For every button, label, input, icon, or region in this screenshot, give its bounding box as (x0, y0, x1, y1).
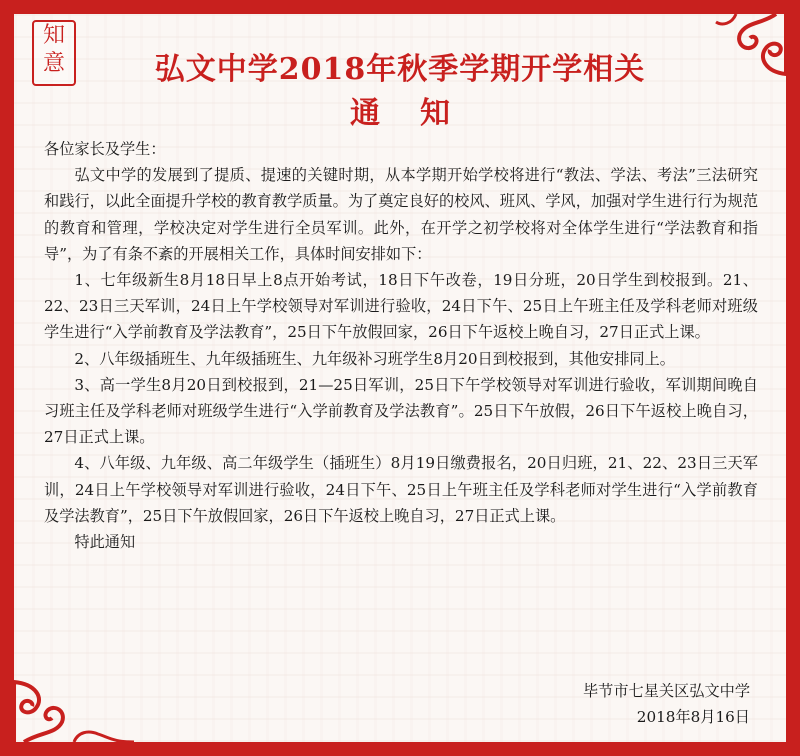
notice-body (44, 136, 758, 555)
paragraph-item-4: 4、八年级、九年级、高二年级学生（插班生）8月19日缴费报名，20日归班，21、22、23日三天军训，24日上午学校领导对军训进行验收，24日下午、25日上午班主任及学科老师对学生进行“入学前教育及学法教育”，25日下午放假回家，26日下午返校上晚自习，27日正式上课。 (44, 454, 758, 525)
signature-date: 2018年8月16日 (636, 708, 750, 726)
seal-char-1: 知 (42, 23, 65, 48)
signature-org: 毕节市七星关区弘文中学 (582, 682, 750, 700)
cloud-ornament-bottom-left-icon (14, 672, 144, 742)
notice-sheet (14, 14, 786, 742)
page-subtitle: 通知 (350, 96, 490, 131)
paragraph-item-1: 1、七年级新生8月18日早上8点开始考试，18日下午改卷，19日分班，20日学生到校报到。21、22、23日三天军训，24日上午学校领导对军训进行验收，24日下午、25日上午班主任及学科老师对班级学生进行“入学前教育及学法教育”，25日下午放假回家，26日下午返校上晚自习，27日正式上课。 (44, 271, 758, 342)
closing-line: 特此通知 (74, 533, 136, 552)
paragraph-intro: 弘文中学的发展到了提质、提速的关键时期，从本学期开始学校将进行“教法、学法、考法”三法研究和践行，以此全面提升学校的教育教学质量。为了奠定良好的校风、班风、学风，加强对学生进行行为规范的教育和管理，学校决定对学生进行全员军训。此外，在开学之初学校将对全体学生进行“学法教育和指导”，为了有条不紊的开展相关工作，具体时间安排如下： (44, 166, 758, 263)
seal-char-2: 意 (42, 51, 65, 76)
paragraph-item-2: 2、八年级插班生、九年级插班生、九年级补习班学生8月20日到校报到，其他安排同上。 (74, 349, 675, 368)
greeting: 各位家长及学生： (44, 140, 166, 158)
signature-block (510, 678, 750, 730)
page-title: 弘文中学2018年秋季学期开学相关 (154, 52, 646, 87)
paragraph-item-3: 3、高一学生8月20日到校报到，21—25日军训，25日下午学校领导对军训进行验收，军训期间晚自习班主任及学科老师对班级学生进行“入学前教育及学法教育”。25日下午放假，26日下午返校上晚自习，27日正式上课。 (44, 375, 758, 447)
